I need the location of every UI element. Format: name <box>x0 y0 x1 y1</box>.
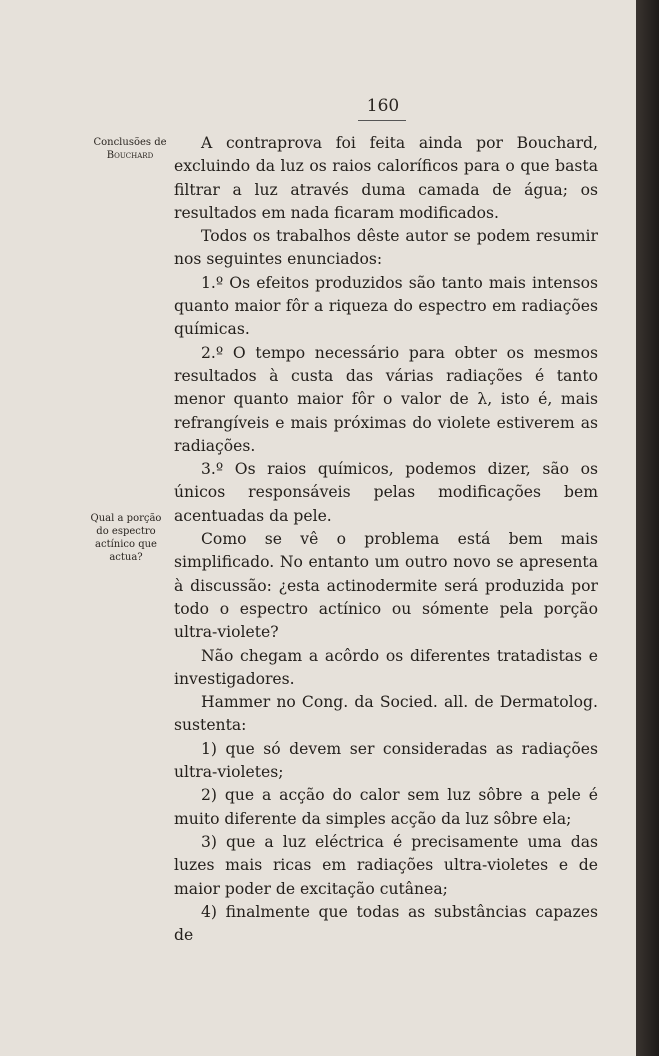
page-edge-shadow <box>636 0 659 1056</box>
paragraph: Todos os trabalhos dêste autor se podem resumir nos seguintes enunciados: <box>174 227 598 269</box>
margin-note-actinic-portion: Qual a porção do espectro actínico que actua? <box>90 513 162 563</box>
paragraph: Como se vê o problema está bem mais simplificado. No entanto um outro novo se apresenta à discussão: ¿esta actinodermite será produzida por todo o espectro actínico ou sómente pela porção ultra-violete? <box>174 530 598 642</box>
paragraph: 3) que a luz eléctrica é precisamente uma das luzes mais ricas em radiações ultra-violetes e de maior poder de excitação cutânea; <box>174 832 598 898</box>
paragraph: Hammer no Cong. da Socied. all. de Dermatolog. sustenta: <box>174 693 598 735</box>
page-number: 160 <box>366 96 400 116</box>
paragraph: 1) que só devem ser consideradas as radiações ultra-violetes; <box>174 739 598 782</box>
paragraph: 3.º Os raios químicos, podemos dizer, são os únicos responsáveis pelas modificações bem acentuadas da pele. <box>174 460 598 525</box>
margin-note-conclusions-line2: Bouchard <box>106 150 154 161</box>
margin-note-conclusions <box>86 136 174 162</box>
paragraph: 4) finalmente que todas as substâncias capazes de <box>174 902 598 945</box>
paragraph: A contraprova foi feita ainda por Bouchard, excluindo da luz os raios caloríficos para o que basta filtrar a luz através duma camada de água; os resultados em nada ficaram modificados. <box>174 134 598 222</box>
paragraph: 1.º Os efeitos produzidos são tanto mais intensos quanto maior fôr a riqueza do espectro em radiações químicas. <box>174 273 598 339</box>
page-number-rule <box>358 120 406 121</box>
paragraph: 2) que a acção do calor sem luz sôbre a pele é muito diferente da simples acção da luz sôbre ela; <box>174 786 598 828</box>
paragraph: 2.º O tempo necessário para obter os mesmos resultados à custa das várias radiações é tanto menor quanto maior fôr o valor de λ, isto é, mais refrangíveis e mais próximas do violete estiverem as radiações. <box>174 343 598 455</box>
body-text <box>174 132 598 947</box>
margin-note-conclusions-line1: Conclusões de <box>93 137 167 148</box>
paragraph: Não chegam a acôrdo os diferentes tratadistas e investigadores. <box>174 646 598 688</box>
